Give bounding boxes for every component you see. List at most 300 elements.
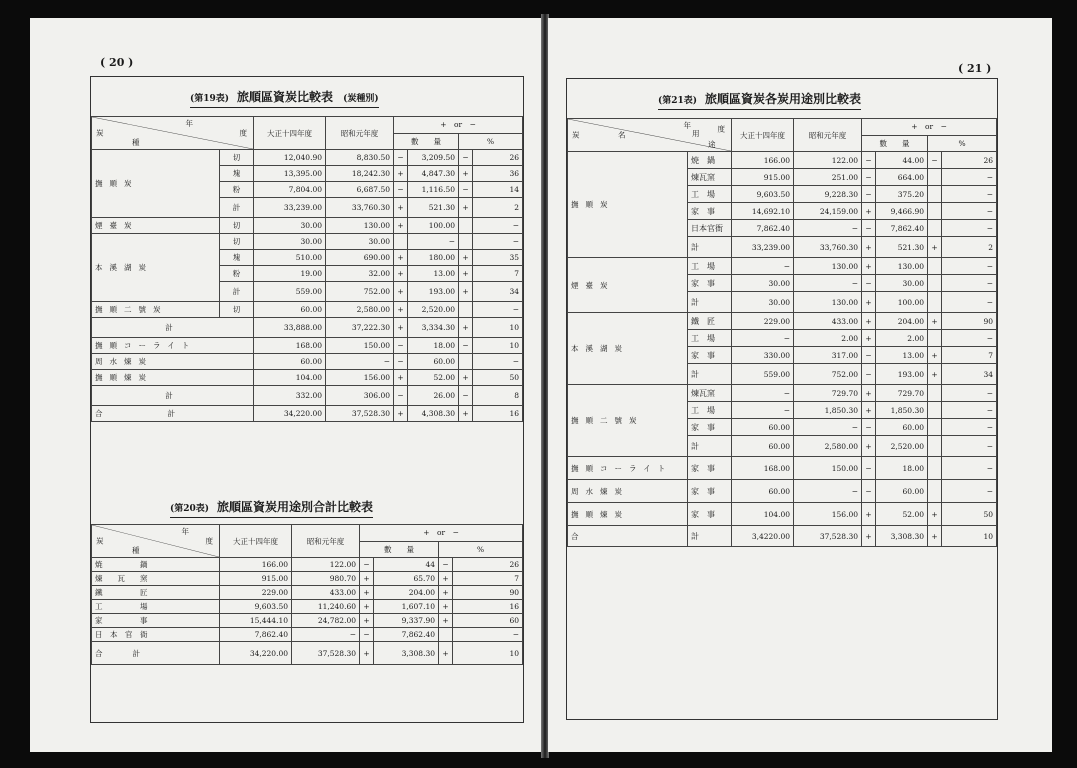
- value-showa1: 24,159.00: [794, 203, 862, 220]
- header-name: 名: [618, 130, 626, 140]
- value-taisho14: 168.00: [254, 338, 326, 354]
- diff-amount: 1,850.30: [876, 402, 928, 419]
- table-row: [568, 457, 997, 480]
- table-row: [568, 313, 997, 330]
- diff-amount: 4,847.30: [408, 166, 459, 182]
- value-taisho14: 915.00: [732, 169, 794, 186]
- table-20-title: (第20表) 旅順區資炭用途別合計比較表: [170, 500, 373, 518]
- diff-amount: 3,209.50: [408, 150, 459, 166]
- value-taisho14: 7,862.40: [732, 220, 794, 237]
- diff-amount: 2,520.00: [408, 302, 459, 318]
- value-taisho14: 915.00: [220, 572, 292, 586]
- diff-percent: −: [942, 186, 997, 203]
- pct-sign: [439, 628, 453, 642]
- diff-sign: −: [394, 338, 408, 354]
- table-row: [92, 572, 523, 586]
- value-showa1: 9,228.30: [794, 186, 862, 203]
- diff-percent: −: [942, 480, 997, 503]
- value-taisho14: 33,239.00: [732, 237, 794, 258]
- table-row: [92, 318, 523, 338]
- table-row: [92, 586, 523, 600]
- coal-name: 本溪湖炭: [568, 313, 688, 385]
- diff-amount: 100.00: [408, 218, 459, 234]
- header-quantity: 數 量: [862, 135, 928, 152]
- value-taisho14: 30.00: [254, 218, 326, 234]
- header-row: [568, 119, 997, 136]
- diff-percent: 26: [473, 150, 523, 166]
- diff-percent: −: [942, 203, 997, 220]
- diff-percent: −: [473, 354, 523, 370]
- pct-sign: [928, 203, 942, 220]
- header-year: 年: [683, 121, 691, 130]
- diff-amount: 18.00: [408, 338, 459, 354]
- diff-sign: +: [862, 237, 876, 258]
- diff-percent: 60: [453, 614, 523, 628]
- diff-amount: 7,862.40: [876, 220, 928, 237]
- diff-sign: +: [862, 402, 876, 419]
- value-showa1: 18,242.30: [326, 166, 394, 182]
- row-label: 計: [92, 318, 254, 338]
- value-taisho14: 33,888.00: [254, 318, 326, 338]
- table-19: [91, 116, 523, 422]
- value-showa1: 33,760.30: [794, 237, 862, 258]
- diff-percent: 35: [473, 250, 523, 266]
- pct-sign: +: [439, 600, 453, 614]
- pct-sign: −: [459, 182, 473, 198]
- pct-sign: +: [459, 250, 473, 266]
- pct-sign: +: [928, 526, 942, 547]
- pct-sign: −: [928, 152, 942, 169]
- diff-percent: 2: [942, 237, 997, 258]
- table-row: [92, 614, 523, 628]
- table-row: [568, 503, 997, 526]
- value-showa1: 752.00: [326, 282, 394, 302]
- pct-sign: [928, 436, 942, 457]
- value-showa1: 2,580.00: [326, 302, 394, 318]
- coal-name: 撫順炭: [568, 152, 688, 258]
- diagonal-rule: [568, 119, 731, 151]
- diff-sign: +: [360, 642, 374, 665]
- value-showa1: 729.70: [794, 385, 862, 402]
- use-name: 煉瓦窯: [688, 385, 732, 402]
- value-taisho14: 510.00: [254, 250, 326, 266]
- value-showa1: 2.00: [794, 330, 862, 347]
- use-name: 工 場: [688, 330, 732, 347]
- table-row: [92, 386, 523, 406]
- diff-amount: −: [408, 234, 459, 250]
- diff-percent: −: [942, 169, 997, 186]
- pct-sign: [928, 402, 942, 419]
- header-coal: 炭: [96, 536, 104, 546]
- value-showa1: −: [794, 275, 862, 292]
- diff-amount: 3,308.30: [876, 526, 928, 547]
- row-label: 合 計: [92, 406, 254, 422]
- diff-sign: −: [394, 150, 408, 166]
- diff-percent: −: [942, 457, 997, 480]
- table-row: [92, 370, 523, 386]
- value-taisho14: 104.00: [254, 370, 326, 386]
- table-21-title: (第21表) 旅順區資炭各炭用途別比較表: [658, 92, 861, 110]
- diff-percent: 2: [473, 198, 523, 218]
- value-taisho14: 104.00: [732, 503, 794, 526]
- header-plus-minus: + or −: [394, 117, 523, 134]
- diff-amount: 3,334.30: [408, 318, 459, 338]
- value-showa1: 433.00: [292, 586, 360, 600]
- header-year: 年: [181, 527, 189, 536]
- diff-percent: 8: [473, 386, 523, 406]
- diff-percent: −: [942, 419, 997, 436]
- value-showa1: 30.00: [326, 234, 394, 250]
- diff-amount: 52.00: [408, 370, 459, 386]
- pct-sign: [459, 354, 473, 370]
- value-taisho14: 34,220.00: [220, 642, 292, 665]
- value-taisho14: −: [732, 385, 794, 402]
- diff-percent: 34: [942, 364, 997, 385]
- use-name: 煉 瓦 窯: [92, 572, 220, 586]
- pct-sign: [928, 275, 942, 292]
- diff-sign: −: [862, 419, 876, 436]
- left-page: [30, 18, 542, 752]
- diff-amount: 193.00: [876, 364, 928, 385]
- value-taisho14: 34,220.00: [254, 406, 326, 422]
- header-taisho14: 大正十四年度: [254, 117, 326, 150]
- page-number: ( 20 ): [100, 56, 134, 69]
- use-name: 工 場: [92, 600, 220, 614]
- diff-percent: −: [942, 330, 997, 347]
- diff-amount: 44.00: [876, 152, 928, 169]
- pct-sign: [928, 330, 942, 347]
- diff-sign: −: [360, 558, 374, 572]
- diff-sign: +: [862, 313, 876, 330]
- diff-sign: −: [862, 169, 876, 186]
- pct-sign: +: [439, 572, 453, 586]
- diff-sign: −: [862, 347, 876, 364]
- coal-name: 撫順炭: [92, 150, 220, 218]
- value-taisho14: 559.00: [732, 364, 794, 385]
- diff-amount: 60.00: [408, 354, 459, 370]
- header-degree: 度: [717, 124, 725, 134]
- value-showa1: 6,687.50: [326, 182, 394, 198]
- value-showa1: 251.00: [794, 169, 862, 186]
- use-name: 鐵 匠: [688, 313, 732, 330]
- value-taisho14: 166.00: [732, 152, 794, 169]
- pct-sign: +: [439, 586, 453, 600]
- value-taisho14: 3,4220.00: [732, 526, 794, 547]
- diff-percent: 10: [453, 642, 523, 665]
- diff-amount: 13.00: [408, 266, 459, 282]
- header-way: 途: [708, 140, 716, 149]
- diff-amount: 60.00: [876, 480, 928, 503]
- diff-sign: +: [862, 203, 876, 220]
- pct-sign: [928, 457, 942, 480]
- diff-amount: 204.00: [374, 586, 439, 600]
- coal-grade: 切: [220, 234, 254, 250]
- value-showa1: −: [794, 480, 862, 503]
- diff-sign: +: [360, 614, 374, 628]
- diff-percent: 7: [473, 266, 523, 282]
- use-name: 工 場: [688, 258, 732, 275]
- header-diagonal-cell: [92, 525, 220, 558]
- header-taisho14: 大正十四年度: [220, 525, 292, 558]
- header-percent: %: [928, 135, 997, 152]
- value-taisho14: 19.00: [254, 266, 326, 282]
- diff-amount: 26.00: [408, 386, 459, 406]
- value-showa1: 156.00: [794, 503, 862, 526]
- use-name: 計: [688, 364, 732, 385]
- pct-sign: +: [928, 364, 942, 385]
- diff-amount: 30.00: [876, 275, 928, 292]
- diff-sign: +: [862, 526, 876, 547]
- header-showa1: 昭和元年度: [326, 117, 394, 150]
- value-taisho14: 168.00: [732, 457, 794, 480]
- value-showa1: 150.00: [326, 338, 394, 354]
- diff-amount: 60.00: [876, 419, 928, 436]
- header-coal: 炭: [572, 130, 580, 140]
- pct-sign: +: [928, 237, 942, 258]
- pct-sign: +: [459, 166, 473, 182]
- diff-percent: −: [942, 436, 997, 457]
- value-showa1: 690.00: [326, 250, 394, 266]
- value-taisho14: 7,804.00: [254, 182, 326, 198]
- table-row: [92, 558, 523, 572]
- table-row: [568, 385, 997, 402]
- value-showa1: 150.00: [794, 457, 862, 480]
- pct-sign: +: [439, 614, 453, 628]
- diff-sign: −: [360, 628, 374, 642]
- diff-percent: 16: [453, 600, 523, 614]
- diff-percent: 16: [473, 406, 523, 422]
- value-showa1: 2,580.00: [794, 436, 862, 457]
- diff-percent: 10: [473, 318, 523, 338]
- diff-sign: +: [394, 318, 408, 338]
- value-taisho14: 60.00: [732, 480, 794, 503]
- diff-percent: −: [942, 275, 997, 292]
- row-label: 撫順コーライト: [92, 338, 254, 354]
- value-taisho14: −: [732, 330, 794, 347]
- value-taisho14: 60.00: [254, 354, 326, 370]
- header-quantity: 數 量: [394, 133, 459, 150]
- table-row: [92, 354, 523, 370]
- use-name: 焼 鍋: [688, 152, 732, 169]
- diff-sign: −: [862, 457, 876, 480]
- header-percent: %: [439, 541, 523, 558]
- table-row: [568, 480, 997, 503]
- diff-sign: [394, 234, 408, 250]
- value-taisho14: 166.00: [220, 558, 292, 572]
- coal-name: 周水煉炭: [568, 480, 688, 503]
- diff-amount: 65.70: [374, 572, 439, 586]
- value-taisho14: 330.00: [732, 347, 794, 364]
- value-taisho14: 30.00: [732, 292, 794, 313]
- header-showa1: 昭和元年度: [292, 525, 360, 558]
- diff-amount: 7,862.40: [374, 628, 439, 642]
- use-name: 鐵 匠: [92, 586, 220, 600]
- value-showa1: −: [794, 220, 862, 237]
- table-row: [568, 152, 997, 169]
- value-showa1: 11,240.60: [292, 600, 360, 614]
- coal-grade: 粉: [220, 182, 254, 198]
- value-taisho14: 14,692.10: [732, 203, 794, 220]
- pct-sign: −: [459, 386, 473, 406]
- table-row: [92, 600, 523, 614]
- row-label: 周水煉炭: [92, 354, 254, 370]
- diff-amount: 100.00: [876, 292, 928, 313]
- use-name: 日本官衙: [688, 220, 732, 237]
- header-diagonal-cell: [568, 119, 732, 152]
- value-showa1: 1,850.30: [794, 402, 862, 419]
- use-name: 日 本 官 衙: [92, 628, 220, 642]
- diff-percent: −: [942, 220, 997, 237]
- diff-amount: 521.30: [408, 198, 459, 218]
- diff-sign: −: [862, 480, 876, 503]
- diff-amount: 52.00: [876, 503, 928, 526]
- pct-sign: [928, 385, 942, 402]
- diff-percent: 10: [473, 338, 523, 354]
- value-showa1: −: [794, 419, 862, 436]
- pct-sign: −: [459, 150, 473, 166]
- table-row: [92, 218, 523, 234]
- value-showa1: 122.00: [292, 558, 360, 572]
- value-taisho14: 7,862.40: [220, 628, 292, 642]
- pct-sign: +: [439, 642, 453, 665]
- use-name: 煉瓦窯: [688, 169, 732, 186]
- value-taisho14: 13,395.00: [254, 166, 326, 182]
- diff-sign: −: [862, 275, 876, 292]
- value-showa1: 37,528.30: [794, 526, 862, 547]
- table-row: [92, 234, 523, 250]
- table-19-title: (第19表) 旅順區資炭比較表 (炭種別): [190, 90, 379, 108]
- pct-sign: +: [459, 406, 473, 422]
- table-row: [92, 302, 523, 318]
- diff-percent: −: [942, 258, 997, 275]
- pct-sign: −: [439, 558, 453, 572]
- value-showa1: 24,782.00: [292, 614, 360, 628]
- header-diagonal-cell: [92, 117, 254, 150]
- use-name: 家 事: [688, 275, 732, 292]
- value-showa1: 306.00: [326, 386, 394, 406]
- diff-sign: −: [862, 152, 876, 169]
- diff-percent: −: [473, 302, 523, 318]
- value-taisho14: 559.00: [254, 282, 326, 302]
- diff-amount: 2,520.00: [876, 436, 928, 457]
- coal-grade: 塊: [220, 250, 254, 266]
- diff-percent: −: [942, 385, 997, 402]
- table-row: [568, 526, 997, 547]
- use-name: 合 計: [92, 642, 220, 665]
- diff-percent: 36: [473, 166, 523, 182]
- use-name: 家 事: [688, 503, 732, 526]
- diff-amount: 3,308.30: [374, 642, 439, 665]
- header-showa1: 昭和元年度: [794, 119, 862, 152]
- value-taisho14: 60.00: [732, 436, 794, 457]
- header-degree: 度: [239, 128, 247, 138]
- value-taisho14: 9,603.50: [732, 186, 794, 203]
- value-showa1: 8,830.50: [326, 150, 394, 166]
- diff-percent: 26: [453, 558, 523, 572]
- value-showa1: 752.00: [794, 364, 862, 385]
- value-showa1: −: [292, 628, 360, 642]
- diff-sign: +: [862, 385, 876, 402]
- use-name: 家 事: [688, 347, 732, 364]
- diff-amount: 664.00: [876, 169, 928, 186]
- value-taisho14: 12,040.90: [254, 150, 326, 166]
- use-name: 計: [688, 237, 732, 258]
- diff-amount: 193.00: [408, 282, 459, 302]
- coal-name: 撫順煉炭: [568, 503, 688, 526]
- pct-sign: [928, 480, 942, 503]
- diff-sign: +: [360, 572, 374, 586]
- pct-sign: +: [928, 313, 942, 330]
- diff-percent: 34: [473, 282, 523, 302]
- value-showa1: 37,222.30: [326, 318, 394, 338]
- diff-sign: −: [394, 354, 408, 370]
- coal-name: 撫順コーライト: [568, 457, 688, 480]
- value-taisho14: 33,239.00: [254, 198, 326, 218]
- value-showa1: 980.70: [292, 572, 360, 586]
- value-showa1: 130.00: [794, 292, 862, 313]
- diff-sign: +: [394, 406, 408, 422]
- header-plus-minus: + or −: [862, 119, 997, 136]
- diff-sign: +: [862, 292, 876, 313]
- coal-grade: 計: [220, 198, 254, 218]
- value-showa1: 317.00: [794, 347, 862, 364]
- pct-sign: +: [459, 198, 473, 218]
- coal-grade: 切: [220, 150, 254, 166]
- value-showa1: 32.00: [326, 266, 394, 282]
- pct-sign: [928, 169, 942, 186]
- coal-grade: 計: [220, 282, 254, 302]
- diff-amount: 2.00: [876, 330, 928, 347]
- diff-amount: 18.00: [876, 457, 928, 480]
- diff-percent: −: [942, 292, 997, 313]
- header-year: 年: [185, 119, 193, 128]
- diff-percent: −: [453, 628, 523, 642]
- coal-grade: 切: [220, 218, 254, 234]
- diagonal-rule: [92, 525, 219, 557]
- table-row: [92, 150, 523, 166]
- use-name: 家 事: [92, 614, 220, 628]
- coal-name: 煙臺炭: [92, 218, 220, 234]
- diff-sign: −: [862, 186, 876, 203]
- diff-amount: 4,308.30: [408, 406, 459, 422]
- diff-sign: −: [862, 220, 876, 237]
- use-name: 工 場: [688, 402, 732, 419]
- use-name: 工 場: [688, 186, 732, 203]
- diff-sign: +: [394, 198, 408, 218]
- diff-percent: −: [473, 218, 523, 234]
- coal-name: 合: [568, 526, 688, 547]
- table-21: [567, 118, 997, 547]
- header-row: [92, 117, 523, 134]
- diff-percent: 7: [453, 572, 523, 586]
- value-taisho14: 229.00: [732, 313, 794, 330]
- diff-sign: +: [394, 218, 408, 234]
- page-number: ( 21 ): [958, 62, 992, 75]
- pct-sign: [459, 302, 473, 318]
- diagonal-rule: [92, 117, 253, 149]
- diff-sign: −: [394, 182, 408, 198]
- value-taisho14: 332.00: [254, 386, 326, 406]
- header-use: 用: [692, 129, 700, 138]
- table-row: [92, 628, 523, 642]
- table-row: [92, 406, 523, 422]
- use-name: 計: [688, 292, 732, 313]
- value-showa1: 130.00: [326, 218, 394, 234]
- header-row: [92, 525, 523, 542]
- value-showa1: 37,528.30: [326, 406, 394, 422]
- diff-percent: 7: [942, 347, 997, 364]
- diff-amount: 13.00: [876, 347, 928, 364]
